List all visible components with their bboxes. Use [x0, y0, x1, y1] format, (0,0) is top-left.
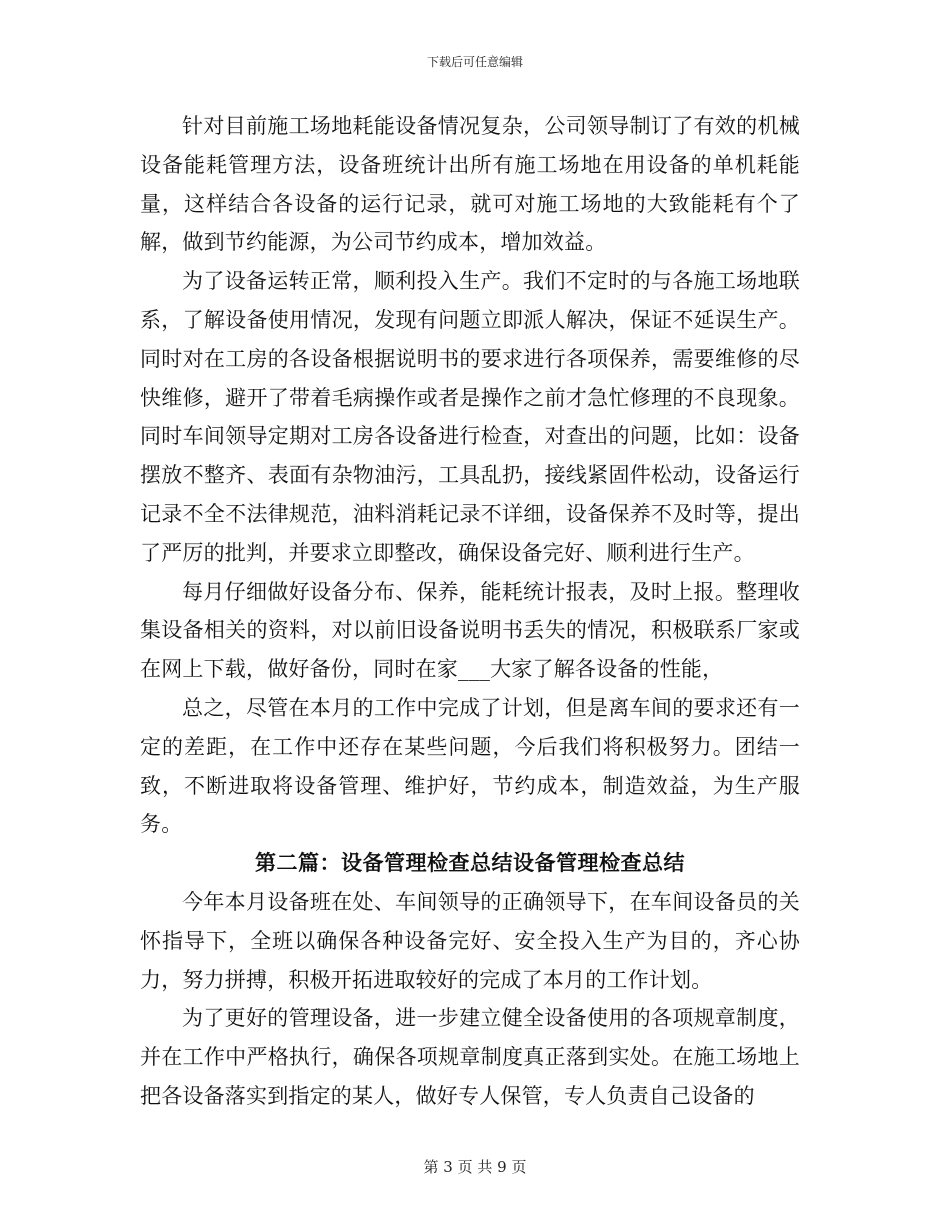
paragraph: 针对目前施工场地耗能设备情况复杂，公司领导制订了有效的机械设备能耗管理方法，设备班统计出所有施工场地在用设备的单机耗能量，这样结合各设备的运行记录，就可对施工场地的大致能耗有个了解，做到节约能源，为公司节约成本，增加效益。 — [140, 114, 800, 255]
paragraph: 每月仔细做好设备分布、保养，能耗统计报表，及时上报。整理收集设备相关的资料，对以前旧设备说明书丢失的情况，积极联系厂家或在网上下载，做好备份，同时在家___大家了解各设备的性能， — [140, 579, 800, 682]
paragraph: 总之，尽管在本月的工作中完成了计划，但是离车间的要求还有一定的差距，在工作中还存在某些问题，今后我们将积极努力。团结一致，不断进取将设备管理、维护好，节约成本，制造效益，为生产服务。 — [140, 695, 800, 837]
paragraph: 今年本月设备班在处、车间领导的正确领导下，在车间设备员的关怀指导下，全班以确保各种设备完好、安全投入生产为目的，齐心协力，努力拼搏，积极开拓进取较好的完成了本月的工作计划。 — [140, 889, 800, 992]
paragraph: 为了设备运转正常，顺利投入生产。我们不定时的与各施工场地联系，了解设备使用情况，发现有问题立即派人解决，保证不延误生产。同时对在工房的各设备根据说明书的要求进行各项保养，需要维修的尽快维修，避开了带着毛病操作或者是操作之前才急忙修理的不良现象。同时车间领导定期对工房各设备进行检查，对查出的问题，比如：设备摆放不整齐、表面有杂物油污，工具乱扔，接线紧固件松动，设备运行记录不全不法律规范，油料消耗记录不详细，设备保养不及时等，提出了严厉的批判，并要求立即整改，确保设备完好、顺利进行生产。 — [140, 269, 800, 565]
document-body — [140, 107, 800, 1116]
paragraph: 为了更好的管理设备，进一步建立健全设备使用的各项规章制度，并在工作中严格执行，确保各项规章制度真正落到实处。在施工场地上把各设备落实到指定的某人，做好专人保管，专人负责自己设备的 — [140, 1006, 800, 1108]
section-heading: 第二篇：设备管理检查总结设备管理检查总结 — [255, 850, 685, 876]
page-number: 第 3 页 共 9 页 — [423, 1158, 527, 1176]
page-header: 下载后可任意编辑 — [426, 55, 523, 69]
